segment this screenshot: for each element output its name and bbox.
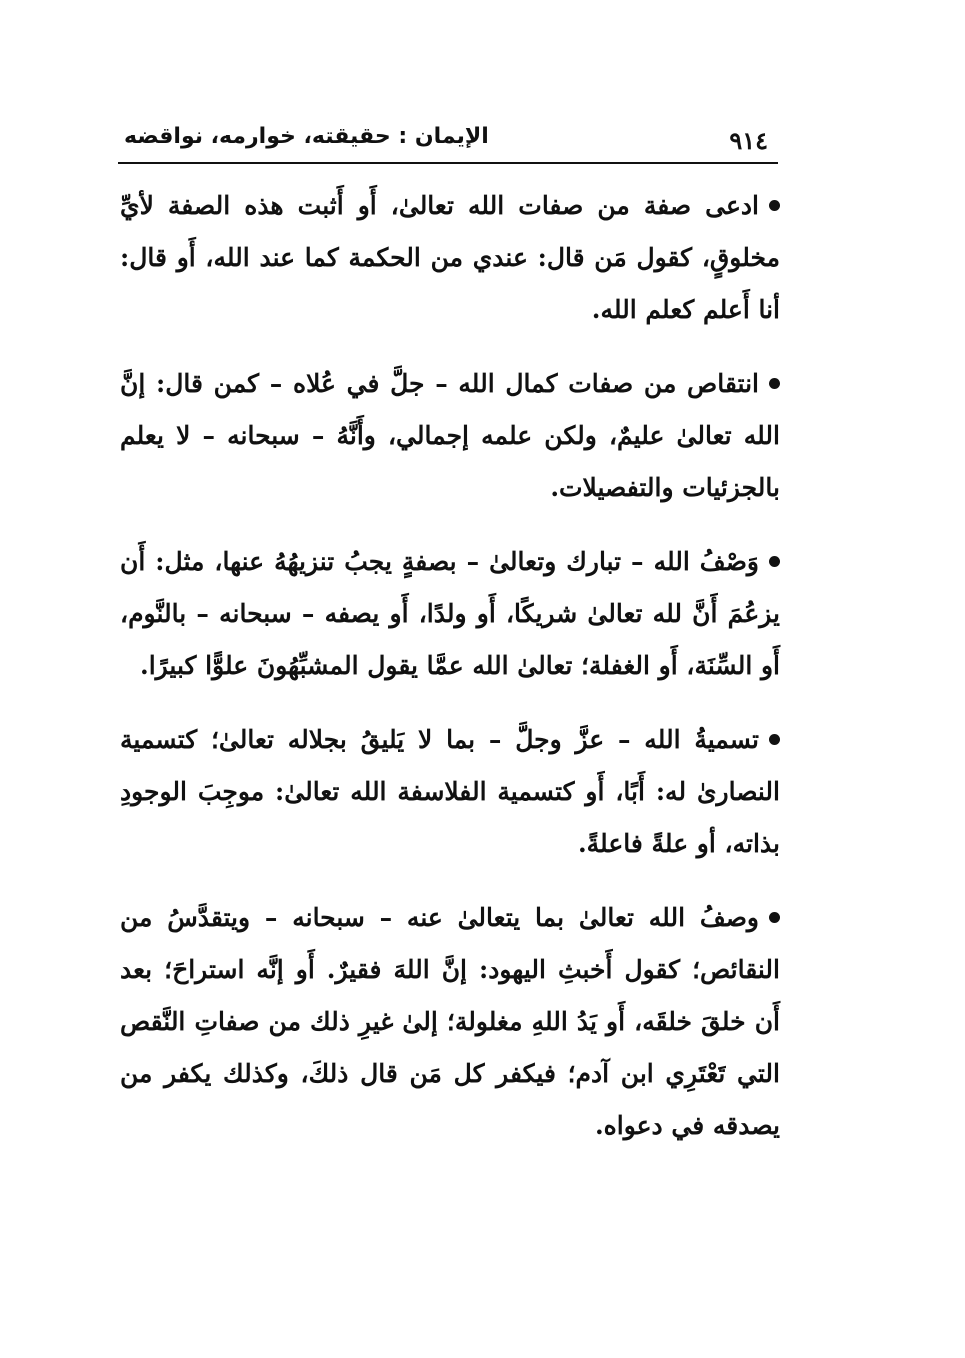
paragraph-text: تسميةُ الله – عزَّ وجلَّ – بما لا يَليقُ بجلاله تعالىٰ؛ كتسمية النصارىٰ له: أَبًا، أَو كتسمية الفلاسفة الله تعالىٰ: موجِبَ الوجودِ بذاته، أو علةً فاعلةً. — [120, 725, 780, 858]
bullet-icon — [769, 200, 780, 211]
running-title: الإيمان : حقيقته، خوارمه، نواقضه — [124, 124, 489, 149]
paragraph — [120, 536, 780, 692]
paragraph-text: وَصْفُ الله – تبارك وتعالىٰ – بصفةٍ يجبُ تنزيهُهُ عنها، مثل: أَن يزعُمَ أَنَّ لله تعالىٰ شريكًا، أَو ولدًا، أَو يصفه – سبحانه – بالنَّوم، أَو السِّنَة، أَو الغفلة؛ تعالىٰ الله عمَّا يقول المشبِّهُونَ علوًّا كبيرًا. — [120, 547, 780, 680]
bullet-icon — [769, 556, 780, 567]
bullet-icon — [769, 378, 780, 389]
page-header — [118, 122, 778, 164]
page-number: ٩١٤ — [729, 126, 768, 155]
paragraph-text: ادعى صفة من صفات الله تعالىٰ، أَو أَثبت هذه الصفة لأيِّ مخلوقٍ، كقول مَن قال: عندي من الحكمة كما عند الله، أَو قال: أنا أَعلم كعلم الله. — [120, 191, 780, 324]
paragraph — [120, 180, 780, 336]
paragraph-text: وصفُ الله تعالىٰ بما يتعالىٰ عنه – سبحانه – ويتقدَّسُ من النقائص؛ كقول أَخبثِ اليهود: إنَّ اللهَ فقيرٌ. أَو إنَّه استراحَ؛ بعد أَن خلقَ خلقَه، أَو يَدُ اللهِ مغلولة؛ إلىٰ غيرِ ذلك من صفاتِ النَّقص التي تَعْتَرِي ابن آدم؛ فيكفر كل مَن قال ذلكَ، وكذلك يكفر من يصدقه في دعواه. — [120, 903, 780, 1140]
paragraph — [120, 358, 780, 514]
body-text — [120, 180, 780, 1174]
bullet-icon — [769, 734, 780, 745]
paragraph — [120, 892, 780, 1152]
paragraph — [120, 714, 780, 870]
bullet-icon — [769, 912, 780, 923]
paragraph-text: انتقاص من صفات كمال الله – جلَّ في عُلاه – كمن قال: إنَّ الله تعالىٰ عليمٌ، ولكن علمه إجمالي، وأَنَّهُ – سبحانه – لا يعلم بالجزئيات والتفصيلات. — [120, 369, 781, 502]
